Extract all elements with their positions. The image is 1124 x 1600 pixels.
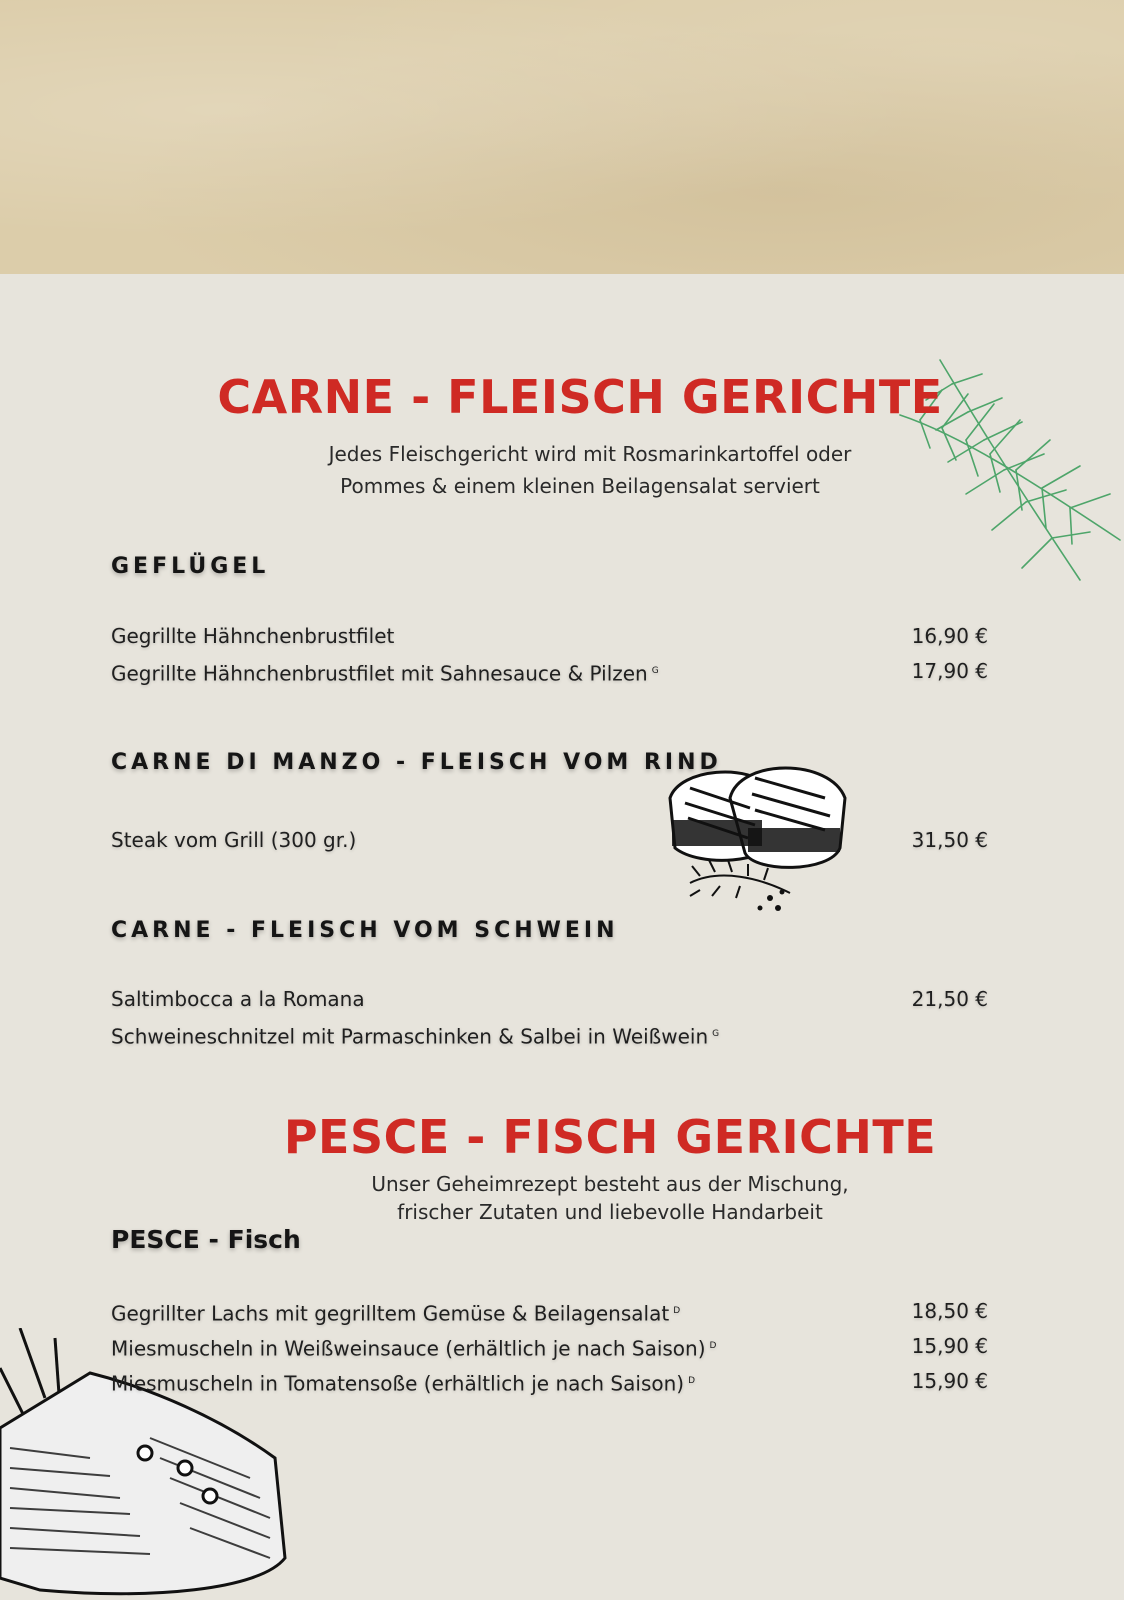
item-price: 31,50 €	[911, 828, 988, 852]
item-price: 17,90 €	[911, 659, 988, 683]
category-heading-pesce: PESCE - Fisch	[111, 1225, 301, 1254]
item-price: 18,50 €	[911, 1299, 988, 1323]
meat-intro-line2: Pommes & einem kleinen Beilagensalat serviert	[340, 474, 820, 498]
allergen-note: D	[709, 1341, 717, 1351]
allergen-note: D	[673, 1306, 681, 1316]
meat-section-title: CARNE - FLEISCH GERICHTE	[217, 370, 943, 424]
item-price: 21,50 €	[911, 987, 988, 1011]
menu-item	[111, 825, 988, 855]
menu-item	[111, 1296, 988, 1326]
menu-item	[111, 1331, 988, 1361]
item-name: Miesmuscheln in Tomatensoße (erhältlich je nach Saison) $^D$	[111, 1371, 696, 1396]
header-banner	[0, 0, 1124, 274]
menu-item	[111, 621, 988, 651]
allergen-note: G	[712, 1029, 720, 1039]
menu-item	[111, 656, 988, 686]
item-price: 15,90 €	[911, 1334, 988, 1358]
menu-item	[111, 984, 988, 1014]
item-name: Saltimbocca a la Romana	[111, 987, 365, 1011]
category-heading-schwein: CARNE - FLEISCH VOM SCHWEIN	[111, 918, 619, 943]
item-name: Gegrillte Hähnchenbrustfilet mit Sahnesauce & Pilzen $^G$	[111, 661, 659, 686]
allergen-note: G	[651, 666, 659, 676]
fish-intro-line2: frischer Zutaten und liebevolle Handarbeit	[397, 1200, 823, 1224]
item-name: Miesmuscheln in Weißweinsauce (erhältlich je nach Saison) $^D$	[111, 1336, 717, 1361]
item-price: 16,90 €	[911, 624, 988, 648]
item-name: Steak vom Grill (300 gr.)	[111, 828, 357, 852]
allergen-note: D	[688, 1376, 696, 1386]
item-name: Gegrillte Hähnchenbrustfilet	[111, 624, 395, 648]
category-heading-gefluegel: GEFLÜGEL	[111, 554, 270, 579]
category-heading-rind: CARNE DI MANZO - FLEISCH VOM RIND	[111, 750, 722, 775]
item-name: Schweineschnitzel mit Parmaschinken & Salbei in Weißwein $^G$	[111, 1024, 720, 1049]
fish-intro-line1: Unser Geheimrezept besteht aus der Mischung,	[371, 1172, 849, 1196]
fish-section-title: PESCE - FISCH GERICHTE	[283, 1110, 937, 1164]
menu-item	[111, 1366, 988, 1396]
menu-item	[111, 1019, 988, 1049]
item-price: 15,90 €	[911, 1369, 988, 1393]
meat-intro-line1: Jedes Fleischgericht wird mit Rosmarinkartoffel oder	[328, 442, 852, 466]
item-name: Gegrillter Lachs mit gegrilltem Gemüse & Beilagensalat $^D$	[111, 1301, 681, 1326]
